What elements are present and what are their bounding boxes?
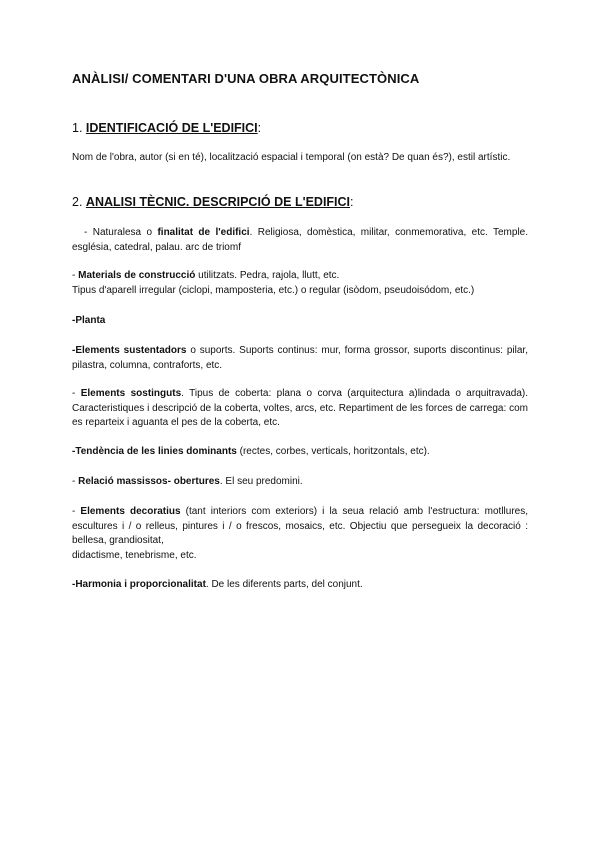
section-1-colon: : (257, 121, 262, 135)
item-materials-line2: Tipus d'aparell irregular (ciclopi, mamposteria, etc.) o regular (isòdom, pseudoisódom, etc.) (72, 284, 475, 296)
section-1-title: IDENTIFICACIÓ DE L'EDIFICI (85, 121, 258, 135)
item-materials (72, 269, 528, 298)
item-sustentadors-bold: -Elements sustentadors (72, 345, 187, 356)
item-materials-bold: Materials de construcció (78, 270, 196, 281)
item-sustentadors-post: o suports. Suports continus: mur, forma grossor, suports discontinus: pilar, pilastra, columna, contraforts, etc. (72, 345, 528, 371)
item-finalitat-pre: - Naturalesa o (84, 227, 158, 238)
section-1-number: 1. (72, 121, 83, 135)
item-sostinguts-pre: - (72, 388, 81, 399)
item-materials-line1 (72, 269, 528, 284)
item-decoratius-pre: - (72, 506, 81, 517)
section-2-number: 2. (72, 195, 83, 209)
item-finalitat-post: . Religiosa, domèstica, militar, conmemorativa, etc. Temple. església, catedral, palau. arc de triomf (72, 227, 528, 253)
item-decoratius (72, 505, 528, 563)
item-finalitat (72, 226, 528, 255)
item-sostinguts (72, 387, 528, 431)
item-relacio-pre: - (72, 476, 79, 487)
item-harmonia-bold: -Harmonia i proporcionalitat (72, 579, 206, 590)
item-relacio-bold: Relació massissos- obertures (78, 476, 220, 487)
item-tendencia-post: (rectes, corbes, verticals, horitzontals, etc). (236, 446, 430, 457)
section-2-colon: : (350, 195, 354, 209)
item-materials-pre: - (72, 270, 79, 281)
item-tendencia (72, 445, 528, 460)
item-relacio-post: . El seu predomini. (219, 476, 303, 487)
item-sustentadors (72, 344, 528, 373)
section-2-heading (72, 195, 354, 209)
document-title: ANÀLISI/ COMENTARI D'UNA OBRA ARQUITECTÒNICA (72, 71, 420, 86)
section-2-title: ANALISI TÈCNIC. DESCRIPCIÓ DE L'EDIFICI (85, 195, 351, 209)
item-harmonia (72, 578, 528, 593)
item-decoratius-line2: didactisme, tenebrisme, etc. (72, 549, 197, 561)
item-sostinguts-bold: Elements sostinguts (80, 388, 182, 399)
item-planta: -Planta (72, 315, 106, 326)
item-harmonia-post: . De les diferents parts, del conjunt. (205, 579, 363, 590)
item-decoratius-post: (tant interiors com exteriors) i la seua relació amb l'estructura: motllures, escultures i / o relleus, pintures i / o frescos, mosaics, etc. Objectiu que persegueix la decoració : bellesa, grandiositat, (72, 506, 528, 546)
item-decoratius-bold: Elements decoratius (80, 506, 181, 517)
item-relacio (72, 475, 528, 490)
item-sostinguts-post: . Tipus de coberta: plana o corva (arquitectura a)lindada o arquitravada). Caracteristiques i descripció de la coberta, voltes, arcs, etc. Repartiment de les forces de carrega: com es reparteix i aguanta el pes de la coberta, etc. (72, 388, 529, 428)
item-tendencia-bold: -Tendència de les linies dominants (72, 446, 237, 457)
section-1-text: Nom de l'obra, autor (si en té), localització espacial i temporal (on està? De quan és?), estil artístic. (72, 152, 511, 163)
item-decoratius-body (72, 505, 528, 549)
item-finalitat-bold: finalitat de l'edifici (157, 227, 250, 238)
section-1-heading (72, 121, 261, 135)
item-materials-post: utilitzats. Pedra, rajola, llutt, etc. (195, 270, 340, 281)
